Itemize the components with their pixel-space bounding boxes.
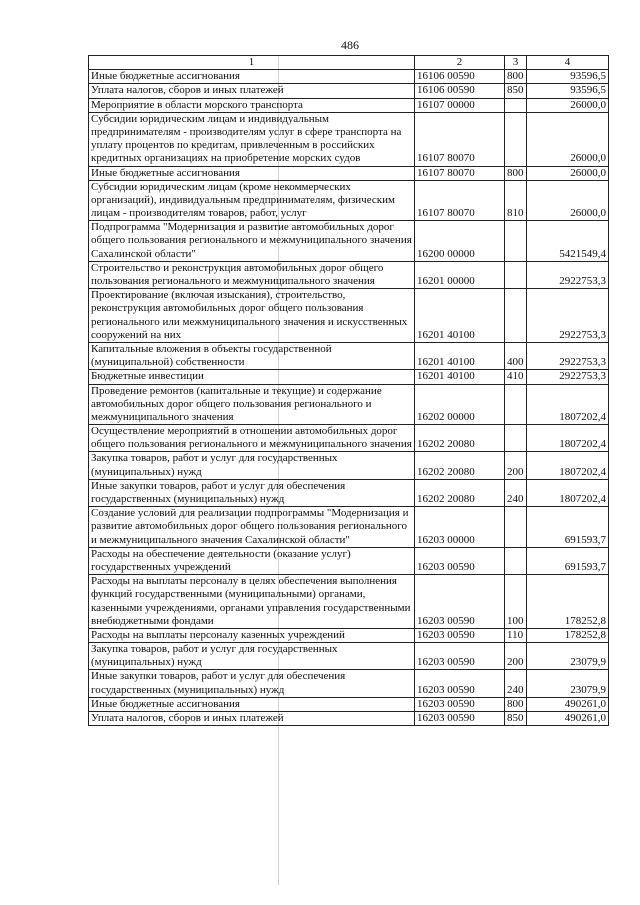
- table-row: [89, 628, 609, 642]
- table-row: [89, 289, 609, 343]
- row-name: Подпрограмма "Модернизация и развитие автомобильных дорог общего пользования регионального и межмуниципального значения Сахалинской области": [89, 221, 415, 262]
- row-amount: 26000,0: [527, 98, 609, 112]
- row-type: 850: [505, 84, 527, 98]
- row-code: 16203 00590: [415, 697, 505, 711]
- table-row: [89, 98, 609, 112]
- row-type: 410: [505, 370, 527, 384]
- row-type: 110: [505, 628, 527, 642]
- row-type: [505, 507, 527, 548]
- row-amount: 93596,5: [527, 84, 609, 98]
- row-name: Создание условий для реализации подпрограммы "Модернизация и развитие автомобильных дорог общего пользования регионального и межмуниципального значения Сахалинской области": [89, 507, 415, 548]
- table-row: [89, 575, 609, 629]
- row-amount: 26000,0: [527, 180, 609, 221]
- row-amount: 2922753,3: [527, 342, 609, 369]
- row-amount: 26000,0: [527, 112, 609, 166]
- row-code: 16203 00590: [415, 712, 505, 726]
- row-amount: 691593,7: [527, 507, 609, 548]
- row-code: 16203 00590: [415, 643, 505, 670]
- row-type: 400: [505, 342, 527, 369]
- table-row: [89, 221, 609, 262]
- row-code: 16201 00000: [415, 261, 505, 288]
- row-amount: 490261,0: [527, 697, 609, 711]
- table-row: [89, 479, 609, 506]
- table-row: [89, 425, 609, 452]
- row-type: 800: [505, 70, 527, 84]
- header-col-3: 3: [505, 56, 527, 70]
- row-code: 16201 40100: [415, 370, 505, 384]
- row-code: 16202 00000: [415, 384, 505, 425]
- row-type: 850: [505, 712, 527, 726]
- table-row: [89, 712, 609, 726]
- row-amount: 1807202,4: [527, 479, 609, 506]
- row-code: 16107 80070: [415, 166, 505, 180]
- budget-table: [88, 55, 609, 726]
- row-name: Субсидии юридическим лицам (кроме некоммерческих организаций), индивидуальным предпринимателям, физическим лицам - производителям товаров, работ, услуг: [89, 180, 415, 221]
- row-name: Иные бюджетные ассигнования: [89, 166, 415, 180]
- row-amount: 23079,9: [527, 670, 609, 697]
- table-row: [89, 697, 609, 711]
- table-row: [89, 370, 609, 384]
- row-name: Осуществление мероприятий в отношении автомобильных дорог общего пользования регионального и межмуниципального значения: [89, 425, 415, 452]
- row-name: Закупка товаров, работ и услуг для государственных (муниципальных) нужд: [89, 643, 415, 670]
- row-name: Иные закупки товаров, работ и услуг для обеспечения государственных (муниципальных) нужд: [89, 479, 415, 506]
- row-name: Строительство и реконструкция автомобильных дорог общего пользования регионального и межмуниципального значения: [89, 261, 415, 288]
- table-row: [89, 547, 609, 574]
- row-amount: 23079,9: [527, 643, 609, 670]
- row-name: Иные бюджетные ассигнования: [89, 70, 415, 84]
- row-amount: 5421549,4: [527, 221, 609, 262]
- row-code: 16201 40100: [415, 289, 505, 343]
- table-body: [89, 70, 609, 726]
- row-name: Иные бюджетные ассигнования: [89, 697, 415, 711]
- row-name: Закупка товаров, работ и услуг для государственных (муниципальных) нужд: [89, 452, 415, 479]
- table-row: [89, 342, 609, 369]
- table-row: [89, 112, 609, 166]
- row-amount: 178252,8: [527, 575, 609, 629]
- row-code: 16203 00590: [415, 575, 505, 629]
- row-code: 16107 80070: [415, 112, 505, 166]
- row-type: 810: [505, 180, 527, 221]
- row-name: Уплата налогов, сборов и иных платежей: [89, 712, 415, 726]
- row-amount: 2922753,3: [527, 289, 609, 343]
- row-code: 16107 80070: [415, 180, 505, 221]
- row-name: Расходы на выплаты персоналу в целях обеспечения выполнения функций государственными (муниципальными) органами, казенными учреждениями, органами управления государственными внебюджетными фондами: [89, 575, 415, 629]
- table-row: [89, 384, 609, 425]
- row-name: Иные закупки товаров, работ и услуг для обеспечения государственных (муниципальных) нужд: [89, 670, 415, 697]
- row-type: 200: [505, 452, 527, 479]
- row-type: 240: [505, 479, 527, 506]
- row-code: 16203 00590: [415, 628, 505, 642]
- header-col-2: 2: [415, 56, 505, 70]
- table-row: [89, 452, 609, 479]
- row-name: Проведение ремонтов (капитальные и текущие) и содержание автомобильных дорог общего пользования регионального и межмуниципального значения: [89, 384, 415, 425]
- row-code: 16201 40100: [415, 342, 505, 369]
- row-amount: 2922753,3: [527, 370, 609, 384]
- row-name: Уплата налогов, сборов и иных платежей: [89, 84, 415, 98]
- row-type: 800: [505, 166, 527, 180]
- row-code: 16203 00590: [415, 547, 505, 574]
- row-name: Субсидии юридическим лицам и индивидуальным предпринимателям - производителям услуг в сфере транспорта на уплату процентов по кредитам, привлеченным в российских кредитных организациях на приобретение морских судов: [89, 112, 415, 166]
- row-amount: 490261,0: [527, 712, 609, 726]
- row-type: 200: [505, 643, 527, 670]
- row-type: [505, 384, 527, 425]
- row-amount: 1807202,4: [527, 452, 609, 479]
- table-row: [89, 643, 609, 670]
- row-code: 16200 00000: [415, 221, 505, 262]
- row-type: [505, 425, 527, 452]
- row-type: [505, 221, 527, 262]
- row-code: 16203 00000: [415, 507, 505, 548]
- row-code: 16106 00590: [415, 84, 505, 98]
- row-type: [505, 261, 527, 288]
- row-name: Расходы на выплаты персоналу казенных учреждений: [89, 628, 415, 642]
- table-row: [89, 180, 609, 221]
- row-amount: 2922753,3: [527, 261, 609, 288]
- row-type: 100: [505, 575, 527, 629]
- table-row: [89, 670, 609, 697]
- table-row: [89, 70, 609, 84]
- row-amount: 93596,5: [527, 70, 609, 84]
- row-code: 16202 20080: [415, 479, 505, 506]
- row-type: [505, 112, 527, 166]
- table-header-row: [89, 56, 609, 70]
- row-amount: 178252,8: [527, 628, 609, 642]
- row-name: Расходы на обеспечение деятельности (оказание услуг) государственных учреждений: [89, 547, 415, 574]
- row-amount: 1807202,4: [527, 425, 609, 452]
- header-col-4: 4: [527, 56, 609, 70]
- row-name: Мероприятие в области морского транспорта: [89, 98, 415, 112]
- row-name: Капитальные вложения в объекты государственной (муниципальной) собственности: [89, 342, 415, 369]
- row-code: 16106 00590: [415, 70, 505, 84]
- row-type: 240: [505, 670, 527, 697]
- row-name: Проектирование (включая изыскания), строительство, реконструкция автомобильных дорог общего пользования регионального или межмуниципального значения и искусственных сооружений на них: [89, 289, 415, 343]
- row-type: [505, 98, 527, 112]
- row-code: 16202 20080: [415, 452, 505, 479]
- page-number: 486: [341, 38, 359, 52]
- row-type: [505, 289, 527, 343]
- table-row: [89, 84, 609, 98]
- header-col-1: 1: [89, 56, 415, 70]
- table-row: [89, 166, 609, 180]
- row-name: Бюджетные инвестиции: [89, 370, 415, 384]
- row-code: 16202 20080: [415, 425, 505, 452]
- table-row: [89, 261, 609, 288]
- row-code: 16107 00000: [415, 98, 505, 112]
- row-amount: 1807202,4: [527, 384, 609, 425]
- row-amount: 691593,7: [527, 547, 609, 574]
- row-amount: 26000,0: [527, 166, 609, 180]
- row-type: [505, 547, 527, 574]
- table-row: [89, 507, 609, 548]
- row-type: 800: [505, 697, 527, 711]
- row-code: 16203 00590: [415, 670, 505, 697]
